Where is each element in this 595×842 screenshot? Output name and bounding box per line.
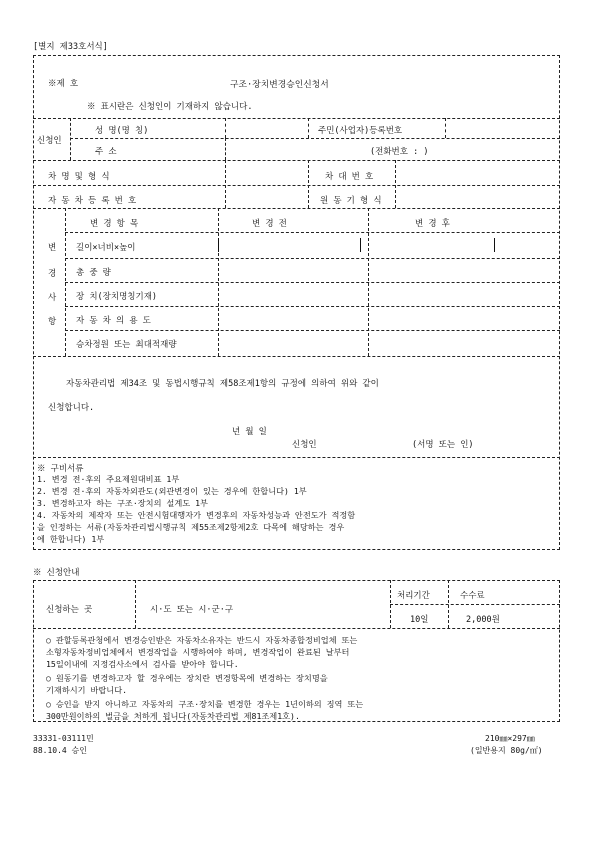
submit-place-label: 신청하는 곳 [46,605,93,615]
registration-number-label: 자 동 차 등 록 번 호 [48,196,137,206]
statement-line-2: 신청합니다. [48,403,95,413]
chassis-number-field[interactable] [398,165,556,181]
submit-place-value: 시·도 또는 시·군·구 [150,605,234,615]
statement-line-1: 자동차관리법 제34조 및 동법시행규칙 제58조제1항의 규정에 의하여 위와 같이 [66,379,379,389]
guide-note: 기재하시기 바랍니다. [46,685,128,695]
application-date: 년 월 일 [232,427,267,437]
change-row-gross-weight: 총 중 량 [76,268,111,278]
required-documents-title: ※ 구비서류 [37,464,84,474]
form-number-label: [별지 제33호서식] [33,42,108,52]
approval-date: 88.10.4 승인 [33,746,87,755]
form-title: 구조·장치변경승인신청서 [230,80,329,90]
guide-note: 소형자동차정비업체에서 변경작업을 시행하여야 하며, 변경작업이 완료된 날부터 [46,647,350,657]
form-notice: ※ 표시란은 신청인이 기재하지 않습니다. [87,102,253,112]
fee-value: 2,000원 [466,615,500,625]
change-row-device: 장 치(장치명칭기재) [76,292,158,302]
change-row-capacity: 승차정원 또는 최대적재량 [76,340,177,350]
guide-note: 300만원이하의 벌금을 처하게 됩니다(자동차관리법 제81조제1호). [46,711,300,721]
form-code: 33331-03111민 [33,734,94,743]
resident-number-label: 주민(사업자)등록번호 [318,126,403,136]
required-document-item: 을 인정하는 서류(자동차관리법시행규칙 제55조제2항제2호 다목에 해당하는 경우 [37,522,345,532]
receipt-number-label: ※제 호 [48,79,79,89]
address-field[interactable] [228,141,364,157]
change-row-dimensions: 길이×너비×높이 [76,243,136,253]
fee-label: 수수료 [460,591,485,601]
resident-number-field[interactable] [448,121,556,135]
change-item-column-header: 변 경 항 목 [90,219,139,229]
applicant-address-label: 주 소 [95,147,117,157]
application-guide-title: ※ 신청안내 [33,568,80,578]
signature-field[interactable] [336,434,406,448]
guide-note: 15일이내에 지정검사소에서 검사를 받아야 합니다. [46,659,239,669]
after-change-column-header: 변 경 후 [415,219,450,229]
change-section-label-1: 변 [48,243,57,253]
applicant-name-label: 성 명(명 칭) [95,126,149,136]
applicant-section-label: 신청인 [37,136,62,146]
change-section-label-2: 경 [48,269,57,279]
processing-period-label: 처리기간 [397,591,430,601]
required-document-item: 1. 변경 전·후의 주요제원대비표 1부 [37,474,180,484]
applicant-name-field[interactable] [228,121,304,135]
change-row-vehicle-use: 자 동 차 의 용 도 [76,316,151,326]
change-section-label-4: 항 [48,317,57,327]
before-change-column-header: 변 경 전 [252,219,287,229]
guide-note: ○ 승인을 받지 아니하고 자동차의 구조·장치를 변경한 경우는 1년이하의 징역 또는 [46,699,364,709]
registration-number-field[interactable] [228,189,304,205]
after-change-field[interactable] [372,236,490,254]
required-document-item: 2. 변경 전·후의 자동차외관도(외관변경이 있는 경우에 한합니다) 1부 [37,486,307,496]
required-document-item: 에 한합니다) 1부 [37,534,105,544]
paper-size: 210㎜×297㎜ [485,734,535,743]
before-change-field[interactable] [222,236,358,254]
applicant-signature-label: 신청인 [292,440,317,450]
guide-note: ○ 원동기를 변경하고자 할 경우에는 장치란 변경항목에 변경하는 장치명을 [46,673,328,683]
chassis-number-label: 차 대 번 호 [325,172,374,182]
required-document-item: 4. 자동차의 제작자 또는 안전시험대행자가 변경후의 자동차성능과 안전도가 적정함 [37,510,356,520]
change-section-label-3: 사 [48,293,57,303]
paper-type: (일반용지 80g/㎡) [470,746,543,755]
vehicle-name-type-label: 차 명 및 형 식 [48,172,110,182]
signature-or-seal-label: (서명 또는 인) [412,440,474,450]
vehicle-name-type-field[interactable] [228,165,304,181]
processing-period-value: 10일 [410,615,429,625]
phone-number-label: (전화번호 : ) [370,147,429,157]
guide-note: ○ 관할등록관청에서 변경승인받은 자동차소유자는 반드시 자동차종합정비업체 또는 [46,635,358,645]
engine-type-label: 원 동 기 형 식 [320,196,382,206]
required-document-item: 3. 변경하고자 하는 구조·장치의 설계도 1부 [37,498,208,508]
engine-type-field[interactable] [398,189,556,205]
